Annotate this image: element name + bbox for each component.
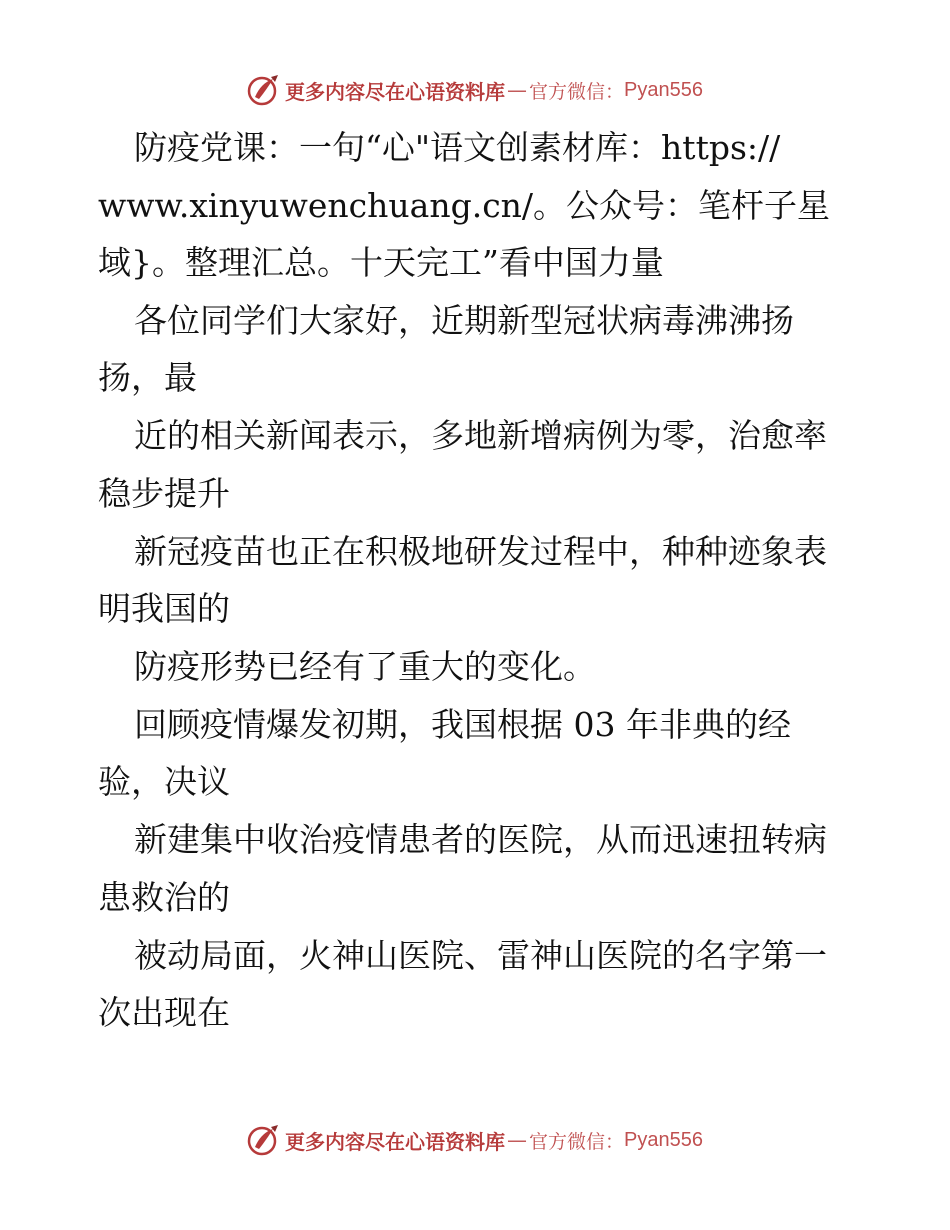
body-line: www.xinyuwenchuang.cn/。公众号：笔杆子星 — [98, 186, 831, 225]
body-line: 次出现在 — [98, 993, 230, 1032]
body-line: 患救治的 — [98, 878, 230, 917]
body-line: 新冠疫苗也正在积极地研发过程中，种种迹象表 — [134, 532, 827, 571]
body-line: 被动局面，火神山医院、雷神山医院的名字第一 — [134, 936, 827, 975]
footer-banner — [0, 1120, 950, 1160]
footer-title: 更多内容尽在心语资料库 — [285, 1129, 505, 1154]
brush-logo-icon — [247, 1123, 281, 1157]
footer-wechat-label: 官方微信： — [529, 1130, 625, 1153]
header-wechat-label: 官方微信： — [529, 80, 625, 103]
footer-dash: — — [507, 1128, 527, 1152]
body-line: 防疫党课：一句“心"语文创素材库：https:// — [134, 128, 781, 167]
body-line: 近的相关新闻表示，多地新增病例为零，治愈率 — [134, 416, 827, 455]
body-line: 扬，最 — [98, 358, 197, 397]
header-dash: — — [507, 78, 527, 102]
header-title: 更多内容尽在心语资料库 — [285, 79, 505, 104]
header-wechat-id: Pyan556 — [624, 78, 703, 101]
body-line: 回顾疫情爆发初期，我国根据 03 年非典的经 — [134, 705, 791, 744]
body-line: 稳步提升 — [98, 474, 230, 513]
body-line: 验，决议 — [98, 762, 230, 801]
footer-wechat-id: Pyan556 — [624, 1128, 703, 1151]
body-line: 新建集中收治疫情患者的医院，从而迅速扭转病 — [134, 820, 827, 859]
body-line: 域}。整理汇总。十天完工”看中国力量 — [98, 243, 664, 282]
body-line: 防疫形势已经有了重大的变化。 — [134, 647, 596, 686]
body-line: 各位同学们大家好，近期新型冠状病毒沸沸扬 — [134, 301, 794, 340]
body-line: 明我国的 — [98, 589, 230, 628]
